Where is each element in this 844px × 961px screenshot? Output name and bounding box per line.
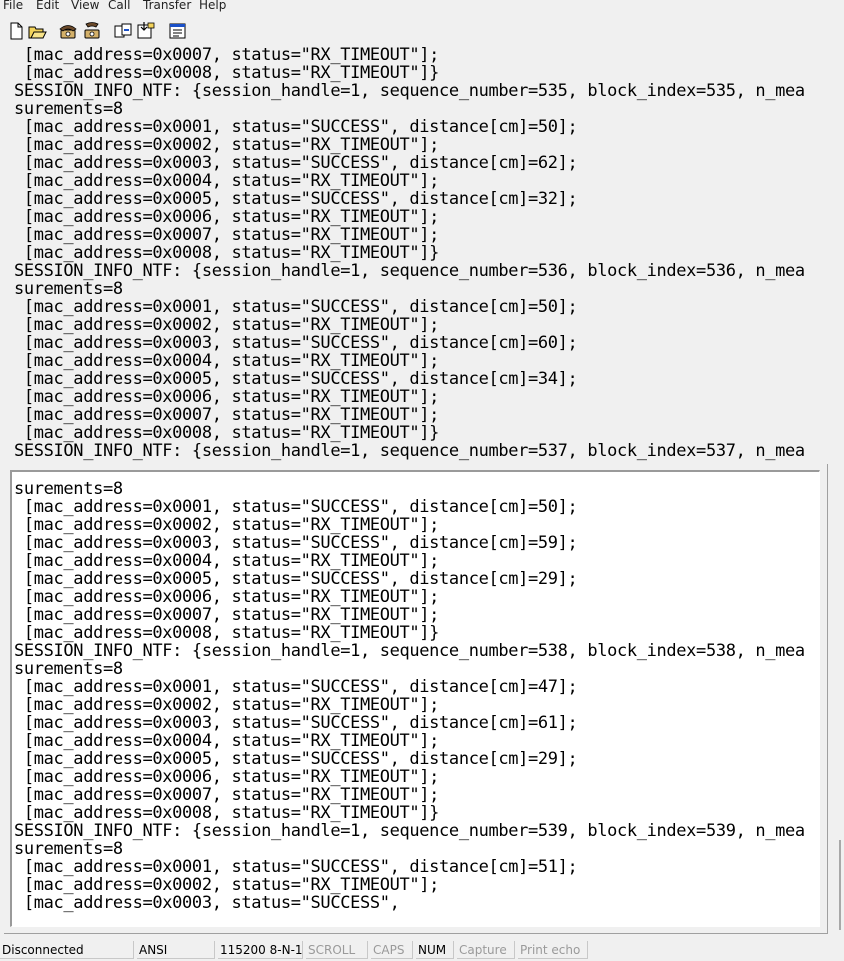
terminal-line: SESSION_INFO_NTF: {session_handle=1, sequence_number=539, block_index=539, n_mea: [14, 821, 805, 841]
terminal-line: [mac_address=0x0006, status="RX_TIMEOUT"];: [14, 387, 440, 407]
terminal-line: [mac_address=0x0001, status="SUCCESS", distance[cm]=50];: [14, 297, 578, 317]
terminal-line: [mac_address=0x0003, status="SUCCESS", distance[cm]=60];: [14, 333, 578, 353]
terminal-line: [mac_address=0x0003, status="SUCCESS",: [14, 893, 400, 913]
menu-transfer[interactable]: Transfer: [143, 0, 192, 12]
open-icon[interactable]: [27, 21, 47, 41]
receive-icon[interactable]: [136, 21, 156, 41]
terminal-line: [mac_address=0x0004, status="RX_TIMEOUT"];: [14, 551, 440, 571]
terminal-line: [mac_address=0x0008, status="RX_TIMEOUT"]}: [14, 623, 440, 643]
terminal-line: surements=8: [14, 479, 123, 499]
terminal-line: [mac_address=0x0006, status="RX_TIMEOUT"];: [14, 587, 440, 607]
terminal-line: [mac_address=0x0004, status="RX_TIMEOUT"];: [14, 351, 440, 371]
terminal-line: [mac_address=0x0002, status="RX_TIMEOUT"];: [14, 875, 440, 895]
terminal-line: [mac_address=0x0007, status="RX_TIMEOUT"];: [14, 605, 440, 625]
status-port-settings: 115200 8-N-1: [220, 943, 303, 957]
terminal-line: [mac_address=0x0004, status="RX_TIMEOUT"];: [14, 731, 440, 751]
menu-bar: [0, 0, 844, 16]
status-caps: CAPS: [371, 941, 413, 959]
terminal-line: SESSION_INFO_NTF: {session_handle=1, sequence_number=536, block_index=536, n_mea: [14, 261, 805, 281]
send-icon[interactable]: [113, 21, 133, 41]
terminal-line: [mac_address=0x0001, status="SUCCESS", distance[cm]=47];: [14, 677, 578, 697]
terminal-line: [mac_address=0x0007, status="RX_TIMEOUT"];: [14, 45, 440, 65]
menu-call[interactable]: Call: [108, 0, 131, 12]
terminal-line: [mac_address=0x0007, status="RX_TIMEOUT"];: [14, 785, 440, 805]
terminal-line: [mac_address=0x0006, status="RX_TIMEOUT"];: [14, 207, 440, 227]
menu-file[interactable]: File: [3, 0, 24, 12]
toolbar: [0, 18, 844, 46]
terminal-line: [mac_address=0x0001, status="SUCCESS", distance[cm]=51];: [14, 857, 578, 877]
status-connection: Disconnected: [0, 941, 134, 959]
terminal-line: [mac_address=0x0001, status="SUCCESS", distance[cm]=50];: [14, 497, 578, 517]
terminal-line: surements=8: [14, 659, 123, 679]
terminal-line: [mac_address=0x0005, status="SUCCESS", distance[cm]=29];: [14, 569, 578, 589]
terminal-line: [mac_address=0x0003, status="SUCCESS", distance[cm]=62];: [14, 153, 578, 173]
status-scroll: SCROLL: [306, 941, 368, 959]
terminal-line: [mac_address=0x0005, status="SUCCESS", distance[cm]=34];: [14, 369, 578, 389]
terminal-line: surements=8: [14, 839, 123, 859]
connect-icon[interactable]: [58, 21, 78, 41]
terminal-line: SESSION_INFO_NTF: {session_handle=1, sequence_number=538, block_index=538, n_mea: [14, 641, 805, 661]
menu-help[interactable]: Help: [199, 0, 227, 12]
terminal-line: [mac_address=0x0007, status="RX_TIMEOUT"];: [14, 405, 440, 425]
menu-view[interactable]: View: [71, 0, 100, 12]
status-capture: Capture: [457, 941, 515, 959]
terminal-line: [mac_address=0x0008, status="RX_TIMEOUT"]}: [14, 63, 440, 83]
terminal-screen[interactable]: [10, 470, 820, 927]
status-num: NUM: [416, 941, 454, 959]
terminal-line: [mac_address=0x0003, status="SUCCESS", distance[cm]=61];: [14, 713, 578, 733]
status-bar: [0, 939, 844, 961]
terminal-line: [mac_address=0x0002, status="RX_TIMEOUT"];: [14, 515, 440, 535]
terminal-line: [mac_address=0x0005, status="SUCCESS", distance[cm]=32];: [14, 189, 578, 209]
status-print-echo: Print echo: [518, 941, 588, 959]
new-icon[interactable]: [6, 21, 26, 41]
status-emulation: ANSI: [137, 941, 215, 959]
terminal-line: [mac_address=0x0003, status="SUCCESS", distance[cm]=59];: [14, 533, 578, 553]
scrollbar-thumb[interactable]: [839, 840, 841, 930]
terminal-line: [mac_address=0x0007, status="RX_TIMEOUT"];: [14, 225, 440, 245]
disconnect-icon[interactable]: [82, 21, 102, 41]
terminal-line: [mac_address=0x0002, status="RX_TIMEOUT"];: [14, 695, 440, 715]
vertical-scrollbar[interactable]: [830, 460, 844, 936]
terminal-line: [mac_address=0x0008, status="RX_TIMEOUT"]}: [14, 803, 440, 823]
terminal-line: [mac_address=0x0008, status="RX_TIMEOUT"]}: [14, 243, 440, 263]
terminal-line: [mac_address=0x0002, status="RX_TIMEOUT"];: [14, 315, 440, 335]
terminal-line: surements=8: [14, 279, 123, 299]
terminal-line: SESSION_INFO_NTF: {session_handle=1, sequence_number=537, block_index=537, n_mea: [14, 441, 805, 461]
terminal-line: surements=8: [14, 99, 123, 119]
terminal-line: [mac_address=0x0002, status="RX_TIMEOUT"];: [14, 135, 440, 155]
properties-icon[interactable]: [168, 21, 188, 41]
scrollback-lines: [14, 46, 805, 460]
terminal-line: [mac_address=0x0008, status="RX_TIMEOUT"]}: [14, 423, 440, 443]
terminal-line: [mac_address=0x0005, status="SUCCESS", distance[cm]=29];: [14, 749, 578, 769]
terminal-lines: [14, 480, 805, 912]
terminal-line: [mac_address=0x0001, status="SUCCESS", distance[cm]=50];: [14, 117, 578, 137]
menu-edit[interactable]: Edit: [36, 0, 60, 12]
terminal-scrollback[interactable]: [0, 44, 844, 462]
terminal-line: [mac_address=0x0004, status="RX_TIMEOUT"];: [14, 171, 440, 191]
terminal-line: SESSION_INFO_NTF: {session_handle=1, sequence_number=535, block_index=535, n_mea: [14, 81, 805, 101]
terminal-line: [mac_address=0x0006, status="RX_TIMEOUT"];: [14, 767, 440, 787]
